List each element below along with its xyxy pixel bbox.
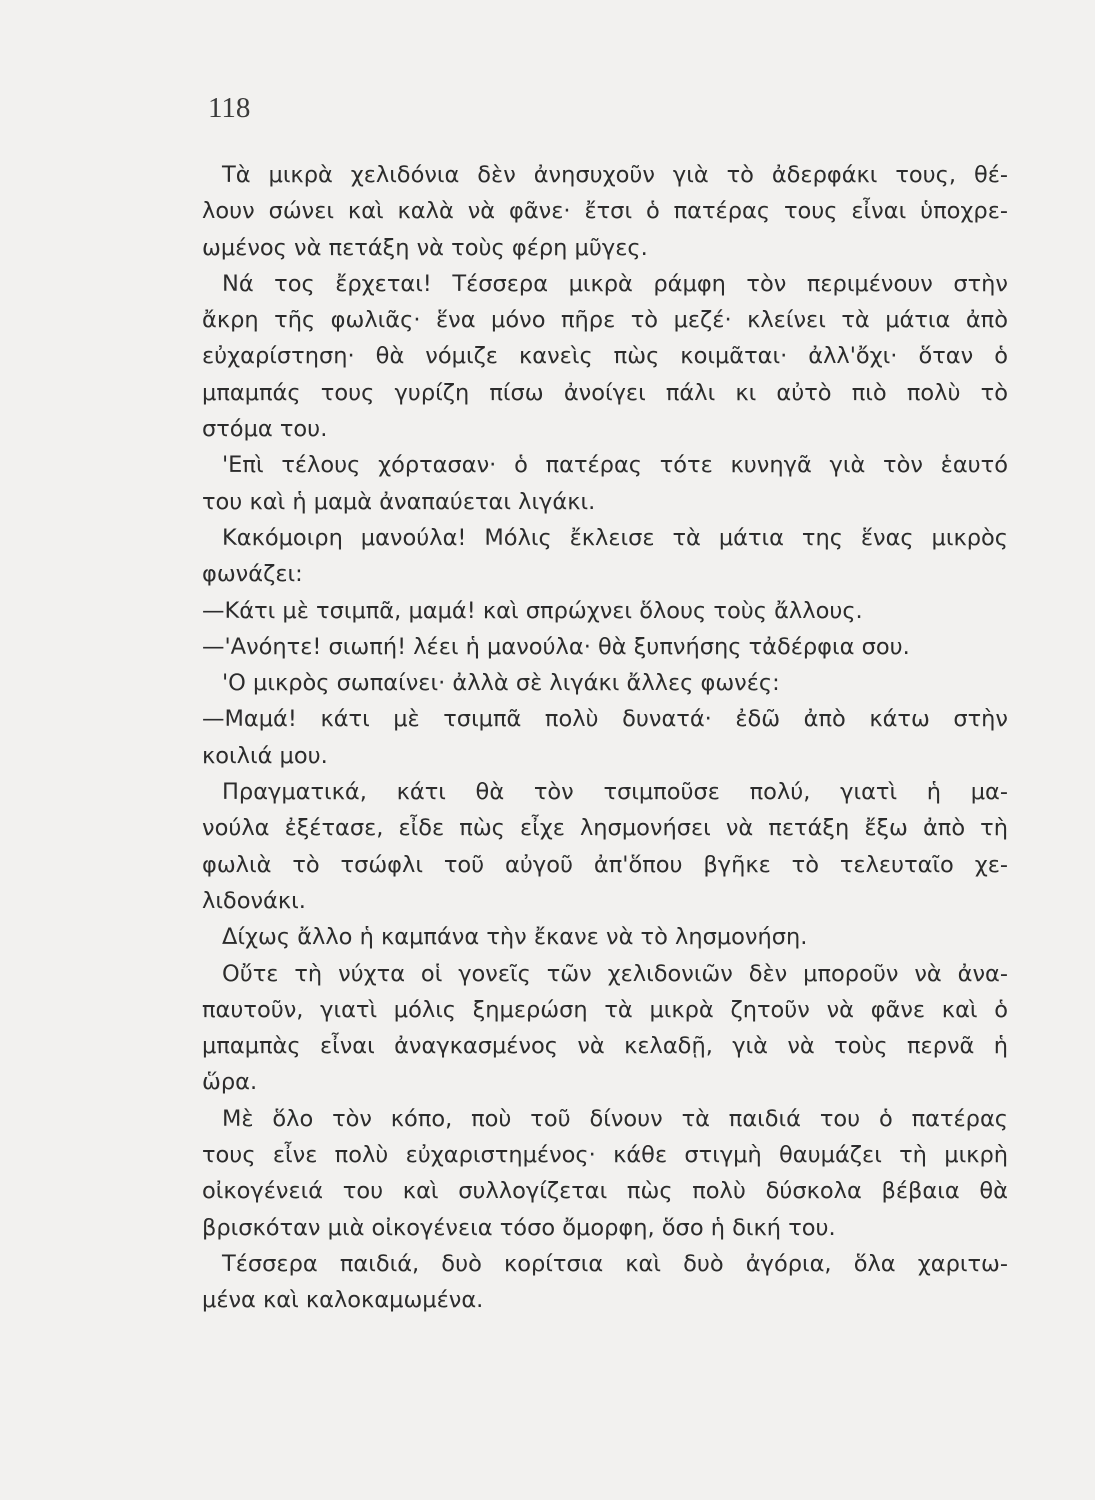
text-line: λουν σώνει καὶ καλὰ νὰ φᾶνε· ἔτσι ὁ πατέρας τους εἶναι ὑποχρε- <box>202 198 1008 225</box>
text-line: βρισκόταν μιὰ οἰκογένεια τόσο ὄμορφη, ὅσο ἡ δική του. <box>202 1214 836 1241</box>
text-line: του καὶ ἡ μαμὰ ἀναπαύεται λιγάκι. <box>202 488 596 515</box>
text-line: στόμα του. <box>202 416 328 443</box>
text-line: Μὲ ὅλο τὸν κόπο, ποὺ τοῦ δίνουν τὰ παιδιά του ὁ πατέρας <box>222 1105 1008 1132</box>
text-line: μπαμπὰς εἶναι ἀναγκασμένος νὰ κελαδῇ, γιὰ νὰ τοὺς περνᾶ ἡ <box>202 1033 1008 1060</box>
text-line: λιδονάκι. <box>202 887 306 914</box>
paragraph-7 <box>202 665 1008 701</box>
text-line: Νά τος ἔρχεται! Τέσσερα μικρὰ ράμφη τὸν περιμένουν στὴν <box>222 270 1008 297</box>
text-line: παυτοῦν, γιατὶ μόλις ξημερώση τὰ μικρὰ ζητοῦν νὰ φᾶνε καὶ ὁ <box>202 996 1008 1023</box>
paragraph-10 <box>202 919 1008 955</box>
paragraph-1 <box>202 157 1008 266</box>
text-line: μένα καὶ καλοκαμωμένα. <box>202 1287 484 1314</box>
text-line: ὥρα. <box>202 1069 258 1096</box>
text-line: τους εἶνε πολὺ εὐχαριστημένος· κάθε στιγμὴ θαυμάζει τὴ μικρὴ <box>202 1142 1008 1169</box>
paragraph-2 <box>202 266 1008 447</box>
text-line: φωνάζει: <box>202 561 303 588</box>
body-text <box>202 157 1008 1319</box>
text-line: —Μαμά! κάτι μὲ τσιμπᾶ πολὺ δυνατά· ἐδῶ ἀπὸ κάτω στὴν <box>202 706 1008 733</box>
paragraph-12 <box>202 1101 1008 1246</box>
text-line: Οὔτε τὴ νύχτα οἱ γονεῖς τῶν χελιδονιῶν δὲν μποροῦν νὰ ἀνα- <box>222 960 1008 987</box>
paragraph-4 <box>202 520 1008 593</box>
dialogue-line-1 <box>202 593 1008 629</box>
text-line: κοιλιά μου. <box>202 742 328 769</box>
paragraph-11 <box>202 956 1008 1101</box>
text-line: ἄκρη τῆς φωλιᾶς· ἕνα μόνο πῆρε τὸ μεζέ· κλείνει τὰ μάτια ἀπὸ <box>202 307 1008 334</box>
text-line: Πραγματικά, κάτι θὰ τὸν τσιμποῦσε πολύ, γιατὶ ἡ μα- <box>222 779 1008 806</box>
text-line: —Κάτι μὲ τσιμπᾶ, μαμά! καὶ σπρώχνει ὅλους τοὺς ἄλλους. <box>202 597 863 624</box>
text-line: Τέσσερα παιδιά, δυὸ κορίτσια καὶ δυὸ ἀγόρια, ὅλα χαριτω- <box>222 1250 1008 1277</box>
text-line: φωλιὰ τὸ τσώφλι τοῦ αὐγοῦ ἀπ'ὅπου βγῆκε τὸ τελευταῖο χε- <box>202 851 1008 878</box>
paragraph-13 <box>202 1246 1008 1319</box>
text-line: —'Ανόητε! σιωπή! λέει ἡ μανούλα· θὰ ξυπνήσης τἀδέρφια σου. <box>202 633 910 660</box>
text-line: Κακόμοιρη μανούλα! Μόλις ἔκλεισε τὰ μάτια της ἕνας μικρὸς <box>222 524 1008 551</box>
text-line: 'Επὶ τέλους χόρτασαν· ὁ πατέρας τότε κυνηγᾶ γιὰ τὸν ἑαυτό <box>222 452 1008 479</box>
text-line: μπαμπάς τους γυρίζη πίσω ἀνοίγει πάλι κι αὐτὸ πιὸ πολὺ τὸ <box>202 379 1008 406</box>
text-line: εὐχαρίστηση· θὰ νόμιζε κανεὶς πὼς κοιμᾶται· ἀλλ'ὄχι· ὅταν ὁ <box>202 343 1008 370</box>
dialogue-line-2 <box>202 629 1008 665</box>
dialogue-line-3 <box>202 701 1008 774</box>
paragraph-3 <box>202 447 1008 520</box>
text-line: 'Ο μικρὸς σωπαίνει· ἀλλὰ σὲ λιγάκι ἄλλες φωνές: <box>222 670 780 697</box>
paragraph-9 <box>202 774 1008 919</box>
text-line: οἰκογένειά του καὶ συλλογίζεται πὼς πολὺ δύσκολα βέβαια θὰ <box>202 1178 1008 1205</box>
text-line: νούλα ἐξέτασε, εἶδε πὼς εἶχε λησμονήσει νὰ πετάξη ἔξω ἀπὸ τὴ <box>202 815 1008 842</box>
text-line: Δίχως ἄλλο ἡ καμπάνα τὴν ἔκανε νὰ τὸ λησμονήση. <box>222 924 808 951</box>
text-line: Τὰ μικρὰ χελιδόνια δὲν ἀνησυχοῦν γιὰ τὸ ἀδερφάκι τους, θέ- <box>222 162 1008 188</box>
page-number: 118 <box>208 92 251 124</box>
text-line: ωμένος νὰ πετάξη νὰ τοὺς φέρη μῦγες. <box>202 234 648 261</box>
